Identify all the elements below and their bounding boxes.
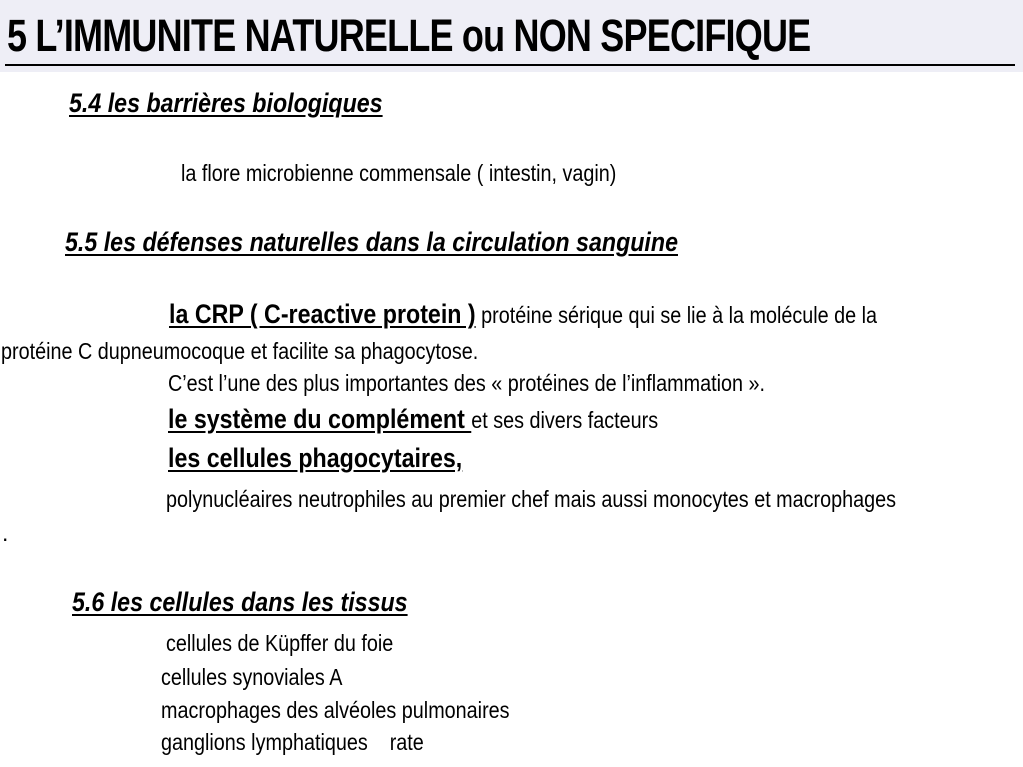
phagocytes-description: polynucléaires neutrophiles au premier chef mais aussi monocytes et macrophages [166, 486, 897, 512]
crp-inflammation-note: C’est l’une des plus importantes des « protéines de l’inflammation ». [168, 370, 766, 396]
crp-description: protéine sérique qui se lie à la molécule de la [475, 302, 878, 328]
section-5-4-heading: 5.4 les barrières biologiques [69, 88, 383, 118]
tissue-cell-item: ganglions lymphatiques rate [161, 729, 424, 755]
phagocytes-line [168, 443, 462, 474]
complement-term: le système du complément [168, 404, 472, 434]
phagocytes-term: les cellules phagocytaires, [168, 443, 463, 473]
crp-term: la CRP ( C-reactive protein ) [169, 299, 476, 329]
tissue-cell-item: cellules synoviales A [161, 664, 343, 690]
section-5-6-heading: 5.6 les cellules dans les tissus [72, 587, 408, 617]
crp-description-continued: protéine C dupneumocoque et facilite sa phagocytose. [1, 338, 479, 364]
title-underline [5, 64, 1015, 66]
title-bar [0, 0, 1023, 72]
section-5-5-heading: 5.5 les défenses naturelles dans la circulation sanguine [65, 227, 678, 257]
section-5-4-item: la flore microbienne commensale ( intestin, vagin) [181, 160, 617, 186]
complement-description: et ses divers facteurs [471, 407, 659, 433]
crp-line [169, 299, 877, 330]
slide-title: 5 L’IMMUNITE NATURELLE ou NON SPECIFIQUE [7, 10, 811, 61]
trailing-dot: . [2, 520, 9, 546]
complement-line [168, 404, 658, 435]
tissue-cell-item: cellules de Küpffer du foie [166, 630, 394, 656]
tissue-cell-item: macrophages des alvéoles pulmonaires [161, 697, 510, 723]
